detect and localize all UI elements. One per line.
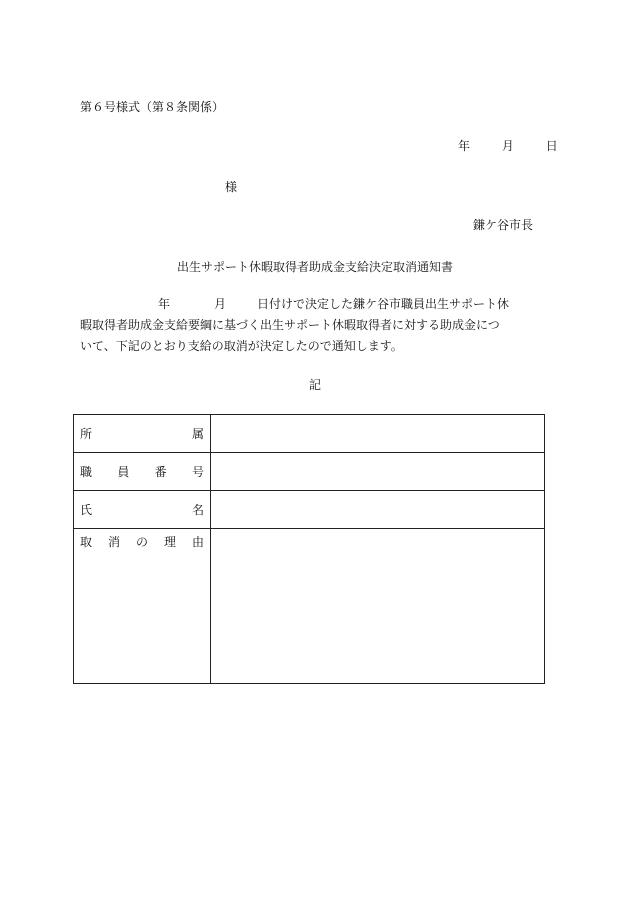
info-table — [73, 414, 545, 684]
addressee-suffix: 様 — [225, 180, 238, 194]
staff-number-value-cell[interactable] — [211, 453, 545, 491]
name-label-char-1: 氏 — [80, 503, 93, 517]
staff-number-label-char-1: 職 — [80, 465, 93, 479]
cancel-reason-value-cell[interactable] — [211, 529, 545, 684]
staff-number-label-char-3: 番 — [154, 465, 167, 479]
body-text — [80, 294, 550, 357]
name-label — [74, 491, 211, 529]
affiliation-label — [74, 415, 211, 453]
cancel-reason-label — [74, 529, 211, 684]
document-title: 出生サポート休暇取得者助成金支給決定取消通知書 — [176, 260, 453, 274]
date-day-unit: 日 — [545, 139, 558, 153]
body-line-3: いて、下記のとおり支給の取消が決定したので通知します。 — [80, 339, 403, 353]
table-row-cancel-reason — [74, 529, 545, 684]
cancel-reason-label-char-3: の — [135, 535, 148, 549]
affiliation-label-char-2: 属 — [191, 427, 204, 441]
cancel-reason-label-char-2: 消 — [107, 535, 120, 549]
affiliation-label-char-1: 所 — [80, 427, 93, 441]
form-number: 第６号様式（第８条関係） — [80, 100, 225, 114]
name-value-cell[interactable] — [211, 491, 545, 529]
body-line-1-rest: 日付けで決定した鎌ケ谷市職員出生サポート休 — [257, 297, 510, 311]
cancel-reason-label-char-4: 理 — [163, 535, 176, 549]
staff-number-label — [74, 453, 211, 491]
staff-number-label-char-4: 号 — [191, 465, 204, 479]
affiliation-value-cell[interactable] — [211, 415, 545, 453]
ki-heading: 記 — [308, 378, 321, 392]
table-row-staff-number — [74, 453, 545, 491]
table-row-affiliation — [74, 415, 545, 453]
date-line — [458, 137, 558, 154]
body-line-1 — [80, 294, 550, 315]
issuer-name: 鎌ケ谷市長 — [473, 218, 534, 232]
staff-number-label-char-2: 員 — [117, 465, 130, 479]
body-month-unit: 月 — [214, 297, 227, 311]
name-label-char-2: 名 — [191, 503, 204, 517]
body-line-2: 暇取得者助成金支給要綱に基づく出生サポート休暇取得者に対する助成金につ — [80, 318, 500, 332]
cancel-reason-label-char-5: 由 — [191, 535, 204, 549]
table-row-name — [74, 491, 545, 529]
cancel-reason-label-char-1: 取 — [80, 535, 93, 549]
body-year-unit: 年 — [158, 297, 171, 311]
date-month-unit: 月 — [501, 139, 514, 153]
date-year-unit: 年 — [458, 139, 471, 153]
